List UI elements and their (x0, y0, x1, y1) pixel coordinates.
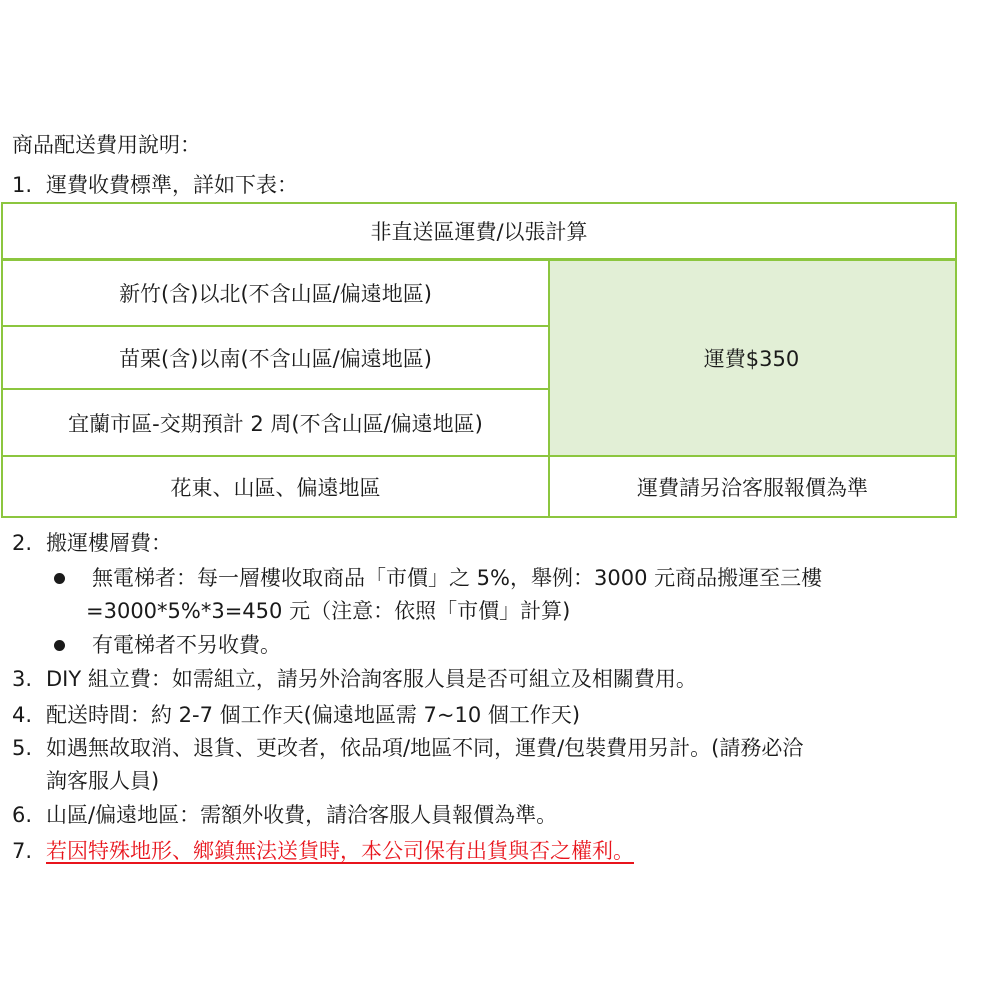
item-7-text: 若因特殊地形、鄉鎮無法送貨時，本公司保有出貨與否之權利。 (46, 839, 634, 863)
item-1-text: 運費收費標準，詳如下表： (46, 173, 298, 197)
item-5 (12, 733, 803, 763)
page-title: 商品配送費用說明： (12, 133, 201, 157)
item-2-text: 搬運樓層費： (46, 531, 172, 555)
item-4-text: 配送時間：約 2-7 個工作天(偏遠地區需 7~10 個工作天) (46, 703, 581, 727)
item-2-number: 2. (12, 531, 33, 555)
table-row: 新竹(含)以北(不含山區/偏遠地區) (119, 282, 432, 306)
item-2 (12, 528, 172, 558)
item-6 (12, 800, 557, 830)
table-row: 宜蘭市區-交期預計 2 周(不含山區/偏遠地區) (68, 411, 483, 436)
fee-main-text: 運費$350 (703, 347, 800, 371)
item-3-number: 3. (12, 667, 33, 691)
fee-remote-cell: 運費請另洽客服報價為準 (637, 475, 868, 500)
item-7-number: 7. (12, 839, 33, 863)
item-5-line-1: 如遇無故取消、退貨、更改者，依品項/地區不同，運費/包裝費用另計。(請務必洽 (46, 736, 804, 760)
shipping-fee-table (1, 202, 957, 518)
table-row: 苗栗(含)以南(不含山區/偏遠地區) (119, 346, 432, 371)
item-7 (12, 836, 634, 866)
item-1 (12, 170, 298, 200)
item-5-number: 5. (12, 736, 33, 760)
item-1-number: 1. (12, 173, 33, 197)
bullet-icon (54, 573, 65, 584)
item-6-text: 山區/偏遠地區：需額外收費，請洽客服人員報價為準。 (46, 803, 558, 827)
item-4-number: 4. (12, 703, 33, 727)
item-3 (12, 664, 697, 694)
bullet-1-line-2: =3000*5%*3=450 元（注意：依照「市價」計算) (86, 599, 571, 623)
bullet-icon (54, 640, 65, 651)
bullet-1-line-1: 無電梯者：每一層樓收取商品「市價」之 5%，舉例：3000 元商品搬運至三樓 (92, 566, 823, 590)
item-5-line-2: 詢客服人員) (46, 769, 160, 793)
table-row: 花東、山區、偏遠地區 (170, 475, 381, 500)
fee-main-cell (548, 261, 955, 455)
item-6-number: 6. (12, 803, 33, 827)
bullet-2-text: 有電梯者不另收費。 (92, 633, 281, 657)
item-3-text: DIY 組立費：如需組立，請另外洽詢客服人員是否可組立及相關費用。 (46, 667, 697, 691)
item-4 (12, 700, 580, 730)
table-header: 非直送區運費/以張計算 (370, 220, 588, 244)
